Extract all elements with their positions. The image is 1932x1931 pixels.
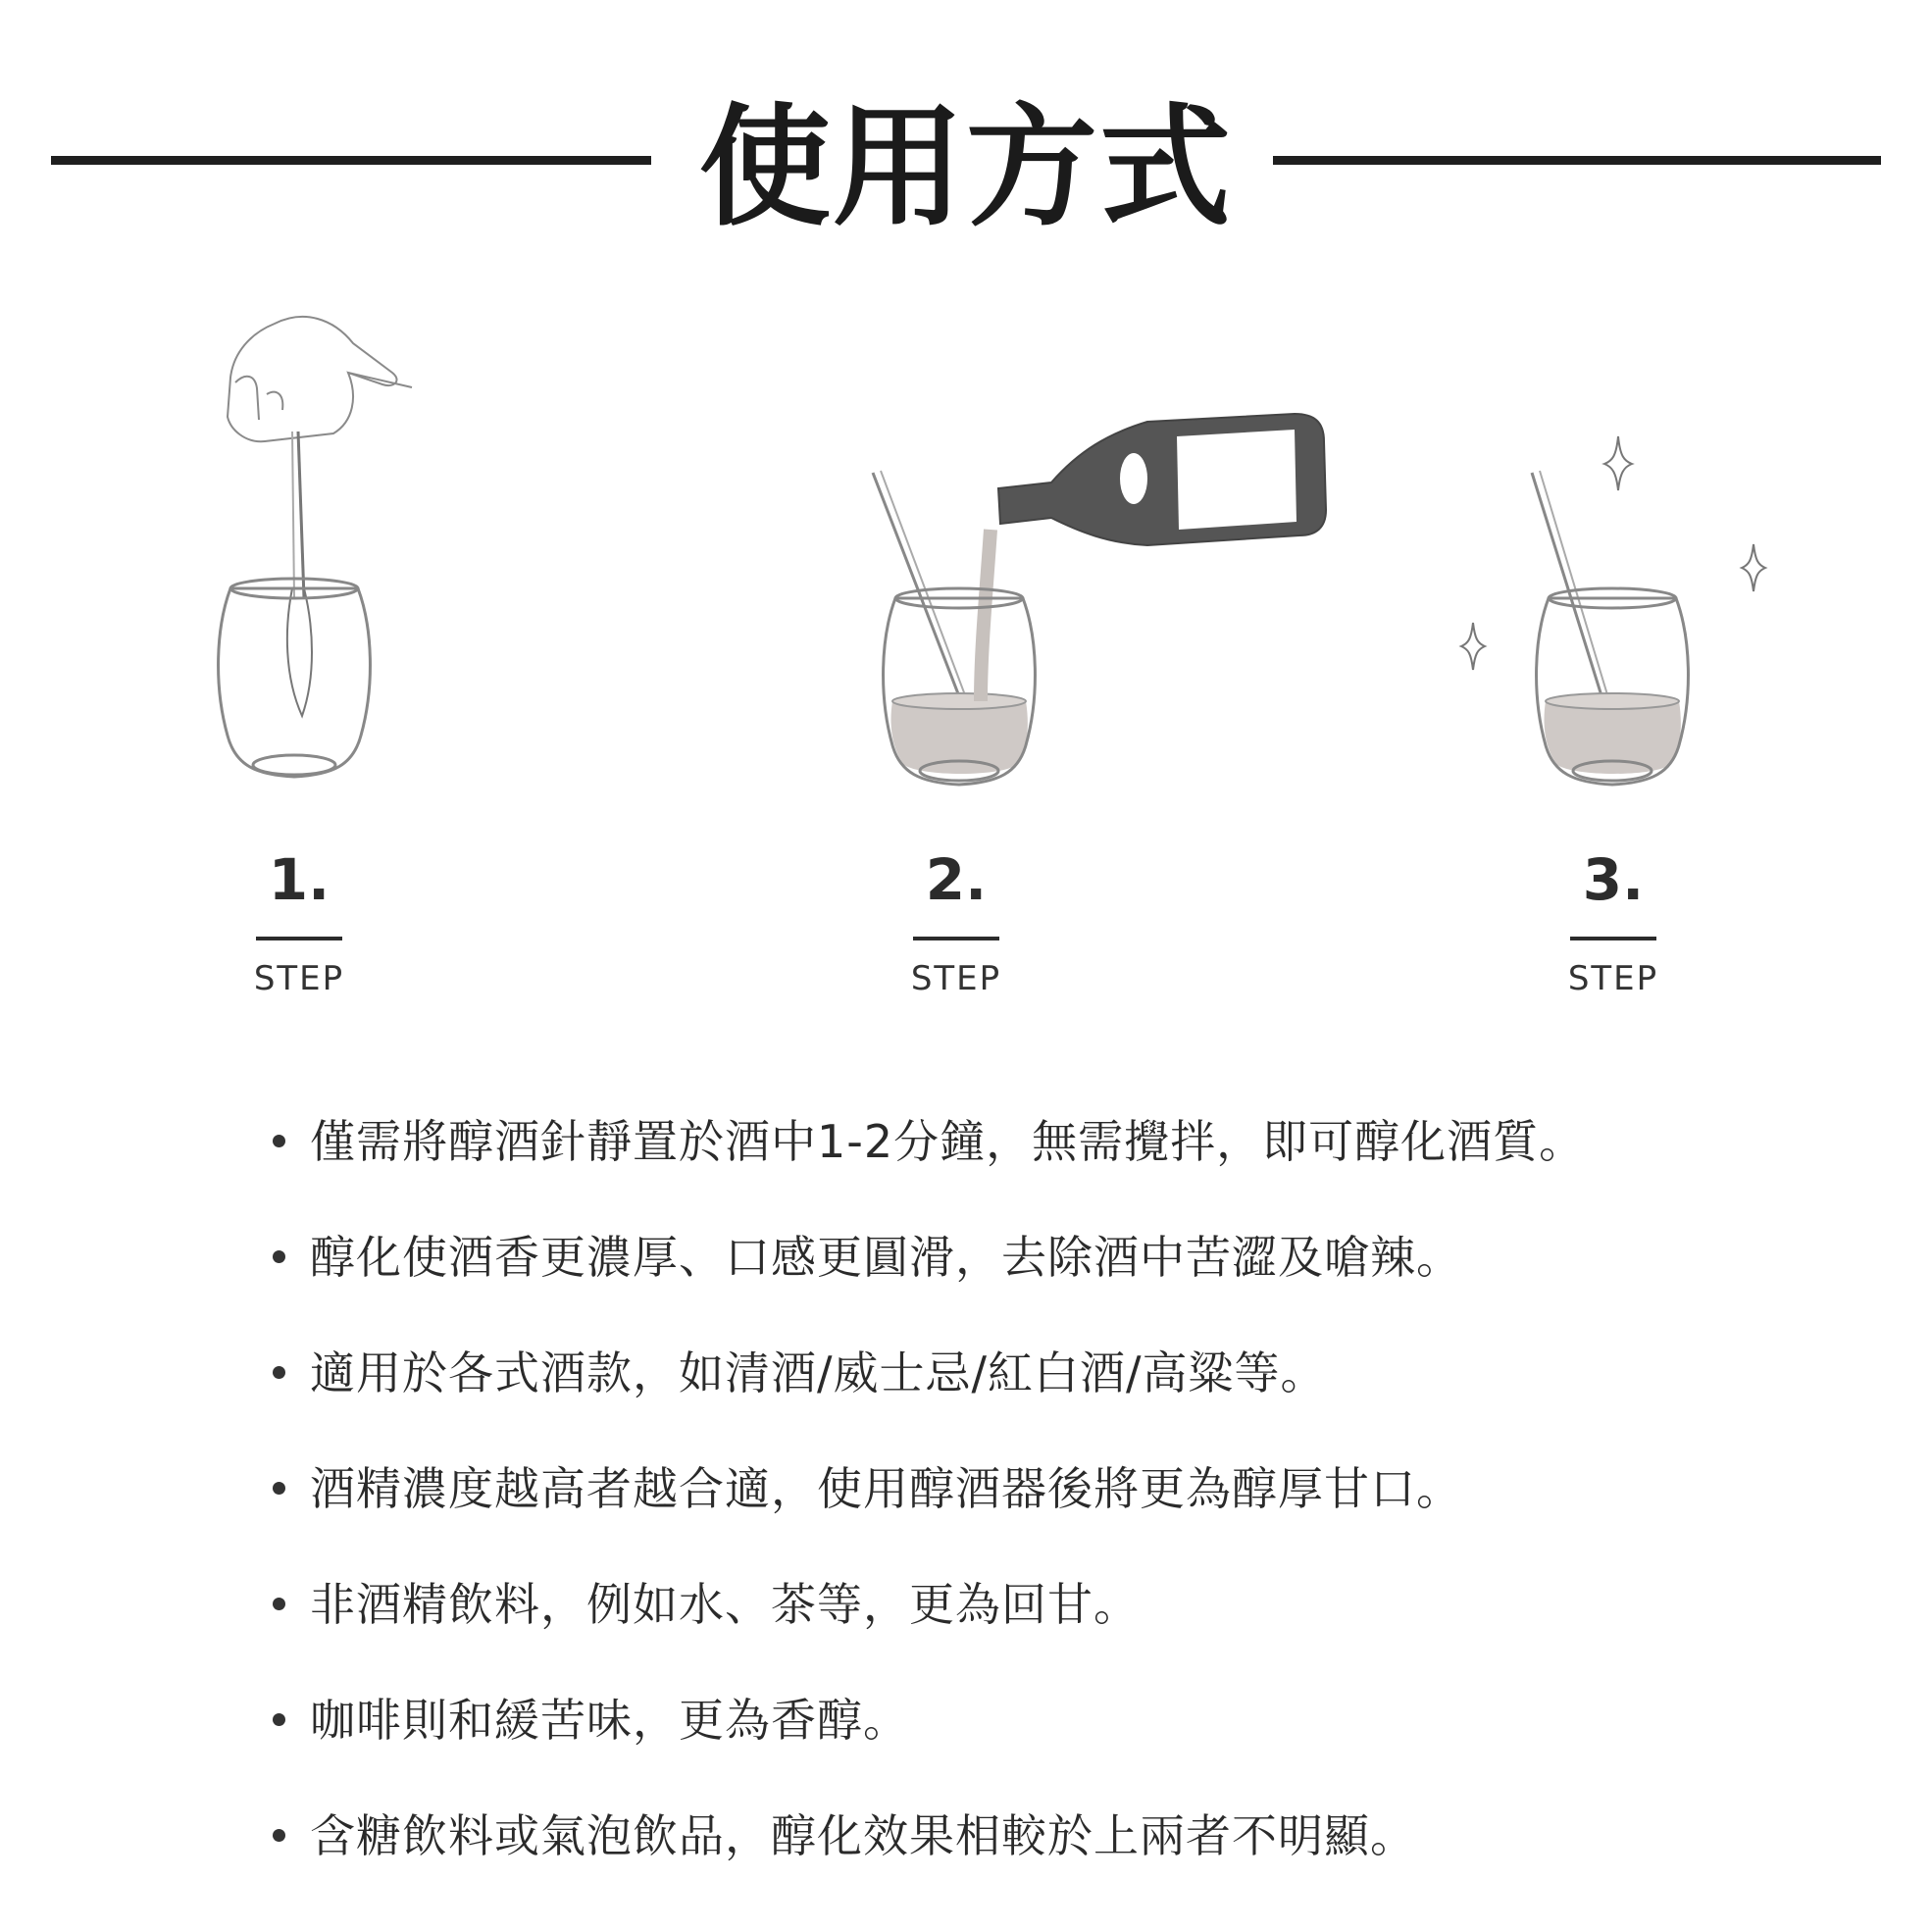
list-item	[265, 1084, 1736, 1199]
note-text: 適用於各式酒款，如清酒/威士忌/紅白酒/高粱等。	[310, 1347, 1327, 1399]
title-divider-left	[51, 156, 651, 165]
step-2	[794, 304, 1118, 1010]
list-item	[265, 1431, 1736, 1547]
note-text: 非酒精飲料，例如水、茶等，更為回甘。	[310, 1578, 1140, 1631]
sparkle-icon	[1604, 436, 1632, 490]
list-item	[265, 1778, 1736, 1894]
sparkle-icon	[1742, 544, 1765, 591]
sparkle-icon	[1461, 623, 1485, 670]
bullet-icon	[273, 1598, 285, 1610]
step-divider	[256, 937, 342, 940]
step-label: STEP	[910, 959, 1002, 998]
step-divider	[913, 937, 999, 940]
step-label: STEP	[1567, 959, 1659, 998]
step-number: 2.	[925, 846, 988, 913]
list-item	[265, 1547, 1736, 1662]
title-divider-right	[1273, 156, 1881, 165]
bullet-icon	[273, 1829, 285, 1842]
page-title: 使用方式	[698, 89, 1233, 244]
bullet-icon	[273, 1366, 285, 1379]
hand-holding-stick-over-glass-icon	[137, 304, 461, 814]
note-text: 含糖飲料或氣泡飲品，醇化效果相較於上兩者不明顯。	[310, 1809, 1416, 1862]
note-text: 酒精濃度越高者越合適，使用醇酒器後將更為醇厚甘口。	[310, 1462, 1462, 1515]
note-text: 僅需將醇酒針靜置於酒中1-2分鐘，無需攪拌，即可醇化酒質。	[310, 1115, 1586, 1168]
bottle-pouring-into-glass-icon	[794, 304, 1118, 814]
title-row	[0, 89, 1932, 244]
step-number: 1.	[268, 846, 330, 913]
usage-notes-list	[265, 1084, 1736, 1894]
step-number: 3.	[1582, 846, 1645, 913]
note-text: 咖啡則和緩苦味，更為香醇。	[310, 1694, 909, 1747]
step-label: STEP	[253, 959, 345, 998]
step-1	[137, 304, 461, 1010]
list-item	[265, 1199, 1736, 1315]
bullet-icon	[273, 1135, 285, 1147]
bullet-icon	[273, 1713, 285, 1726]
step-3	[1451, 304, 1775, 1010]
list-item	[265, 1662, 1736, 1778]
list-item	[265, 1315, 1736, 1431]
sparkling-glass-icon	[1451, 304, 1775, 814]
bullet-icon	[273, 1482, 285, 1495]
step-divider	[1570, 937, 1656, 940]
note-text: 醇化使酒香更濃厚、口感更圓滑，去除酒中苦澀及嗆辣。	[310, 1231, 1462, 1284]
bullet-icon	[273, 1250, 285, 1263]
